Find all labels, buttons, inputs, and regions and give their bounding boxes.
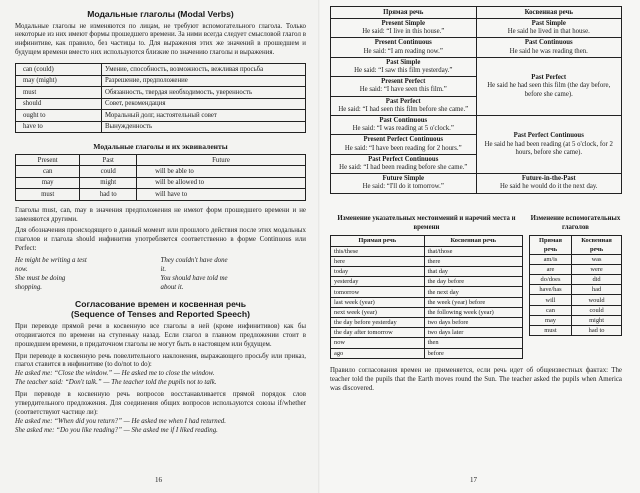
- table-cell: that/those: [424, 246, 522, 256]
- tense-name: Future Simple: [382, 175, 425, 183]
- tense-example: He said: “I was reading at 5 o'clock.”: [352, 125, 454, 133]
- table-row: [331, 116, 622, 135]
- direct-speech-cell: [331, 174, 477, 193]
- modal-meaning: Разрешение, предположение: [102, 75, 306, 87]
- pronoun-title: Изменение указательных местоимений и наречий места и времени: [337, 214, 516, 231]
- reported-speech-cell: [476, 116, 622, 174]
- table-cell: have/has: [529, 285, 571, 295]
- aux-title: Изменение вспомогательных глаголов: [530, 214, 621, 231]
- table-cell: do/does: [529, 275, 571, 285]
- modal-examples: [15, 257, 306, 293]
- table-row: [331, 307, 523, 317]
- table-row: [16, 98, 306, 110]
- table-row: [16, 110, 306, 122]
- header-reported-speech: Косвенная речь: [476, 7, 622, 19]
- example: She asked me: “Do you like reading?” — She asked me if I liked reading.: [15, 426, 218, 434]
- table-cell: last week (year): [331, 297, 425, 307]
- table-cell: there: [424, 256, 522, 266]
- example: He asked me: “When did you return?” — He asked me when I had returned.: [15, 417, 226, 425]
- table-row: [16, 87, 306, 99]
- header-reported: Косвенная речь: [424, 235, 522, 246]
- modal-meaning: Совет, рекомендация: [102, 98, 306, 110]
- example: He might be writing a test now.: [15, 257, 87, 274]
- table-row: [529, 315, 621, 325]
- tense-example: He said he lived in that house.: [507, 28, 590, 36]
- modal-meaning: Умение, способность, возможность, вежливая просьба: [102, 64, 306, 76]
- table-cell: were: [572, 264, 622, 274]
- tense-example: He said he was reading then.: [509, 47, 588, 55]
- table-row: [529, 264, 621, 274]
- tense-example: He said: “I saw this film yesterday.”: [354, 67, 453, 75]
- table-cell: might: [80, 177, 137, 189]
- table-cell: the day after tomorrow: [331, 328, 425, 338]
- example: He asked me: “Close the window.” — He asked me to close the window.: [15, 370, 215, 378]
- table-row: [331, 297, 523, 307]
- modal-verb: may (might): [16, 75, 102, 87]
- modal-meaning: Моральный долг, настоятельный совет: [102, 110, 306, 122]
- table-cell: the following week (year): [424, 307, 522, 317]
- equiv-title: Модальные глаголы и их эквиваленты: [93, 142, 228, 152]
- table-cell: will have to: [137, 189, 306, 201]
- table-cell: can: [16, 166, 80, 178]
- tense-example: He said: “I have seen this film.”: [359, 86, 447, 94]
- header-direct-speech: Прямая речь: [331, 7, 477, 19]
- table-row: [529, 285, 621, 295]
- tense-example: He said: “I am reading now.”: [363, 47, 443, 55]
- table-row: [331, 338, 523, 348]
- table-row: [16, 166, 306, 178]
- table-cell: ago: [331, 348, 425, 358]
- table-row: [331, 328, 523, 338]
- tense-example: He said he had seen this film (the day before, before she came).: [487, 82, 611, 98]
- reported-speech-cell: [476, 38, 622, 57]
- lower-tables: [330, 214, 622, 359]
- table-cell: next week (year): [331, 307, 425, 317]
- table-row: [331, 38, 622, 57]
- tense-name: Past Continuous: [379, 117, 428, 125]
- table-cell: was: [572, 254, 622, 264]
- table-cell: can: [529, 305, 571, 315]
- table-row: [331, 287, 523, 297]
- direct-speech-cell: [331, 154, 477, 173]
- table-cell: could: [572, 305, 622, 315]
- table-cell: had to: [80, 189, 137, 201]
- table-cell: must: [16, 189, 80, 201]
- tense-name: Present Perfect: [381, 78, 426, 86]
- header-present: Present: [16, 155, 80, 166]
- table-row: [16, 177, 306, 189]
- para-direct-speech: При переводе прямой речи в косвенную все глаголы в ней (кроме инфинитивов) как бы отодвигаются по времени на ступеньку назад. Если глагол в главном предложении стоит в прошедшем времени, в придаточном глаголы не могут быть в настоящем или будущем.: [15, 322, 306, 348]
- example: You should have told me about it.: [160, 274, 228, 291]
- table-cell: will be allowed to: [137, 177, 306, 189]
- table-cell: the week (year) before: [424, 297, 522, 307]
- reported-speech-cell: [476, 174, 622, 193]
- table-cell: now: [331, 338, 425, 348]
- table-cell: today: [331, 267, 425, 277]
- pronoun-section: [330, 214, 523, 359]
- table-row: [331, 267, 523, 277]
- table-row: [331, 348, 523, 358]
- table-row: [331, 246, 523, 256]
- header-direct: Прямая речь: [331, 235, 425, 246]
- pronoun-table: [330, 235, 523, 359]
- table-cell: could: [80, 166, 137, 178]
- table-row: [331, 57, 622, 76]
- tense-example: He said: “I'll do it tomorrow.”: [362, 183, 444, 191]
- aux-verbs-table: [529, 235, 622, 337]
- tense-example: He said: “I had seen this film before she came.”: [338, 105, 469, 113]
- table-row: [529, 295, 621, 305]
- tense-name: Present Simple: [381, 20, 425, 27]
- direct-speech-cell: [331, 57, 477, 76]
- example: They couldn't have done it.: [160, 257, 228, 274]
- note-continuous-perfect: Для обозначения происходящего в данный момент или прошлого действия после этих модальных глаголов и глагола should инфинитив употребляется соответственно в форме Continuous или Perfect:: [15, 227, 306, 253]
- modal-verb: can (could): [16, 64, 102, 76]
- page-number: 16: [155, 476, 162, 484]
- page-number: 17: [470, 476, 477, 484]
- tense-name: Past Perfect: [531, 74, 567, 82]
- table-row: [16, 189, 306, 201]
- example: She must be doing shopping.: [15, 274, 66, 291]
- right-page: [320, 0, 640, 493]
- table-cell: will: [529, 295, 571, 305]
- tense-name: Past Continuous: [524, 39, 573, 47]
- modal-meaning: Обязанность, твердая необходимость, уверенность: [102, 87, 306, 99]
- table-row: [529, 305, 621, 315]
- table-cell: will be able to: [137, 166, 306, 178]
- modal-verb: must: [16, 87, 102, 99]
- aux-section: [529, 214, 622, 359]
- tense-name: Past Simple: [386, 58, 421, 66]
- equivalents-table: [15, 154, 306, 201]
- reported-speech-cell: [476, 57, 622, 115]
- modal-meaning-table: [15, 63, 306, 133]
- direct-speech-cell: [331, 96, 477, 115]
- table-cell: may: [529, 315, 571, 325]
- table-row: [16, 75, 306, 87]
- sequence-title: Согласование времен и косвенная речь (Sequence of Tenses and Reported Speech): [71, 298, 250, 320]
- table-cell: then: [424, 338, 522, 348]
- table-cell: that day: [424, 267, 522, 277]
- table-row: [331, 19, 622, 38]
- direct-speech-cell: [331, 38, 477, 57]
- table-row: [16, 121, 306, 133]
- table-cell: the day before yesterday: [331, 317, 425, 327]
- table-cell: am/is: [529, 254, 571, 264]
- header-past: Past: [80, 155, 137, 166]
- table-cell: might: [572, 315, 622, 325]
- table-row: [16, 64, 306, 76]
- direct-speech-cell: [331, 116, 477, 135]
- table-cell: the next day: [424, 287, 522, 297]
- modal-intro: Модальные глаголы не изменяются по лицам, не требуют вспомогательного глагола. Только некоторые из них имеют формы прошедшего времени. За ними всегда следует смысловой глагол в инфинитиве, как правило, без частицы to. Для выражения этих же значений в прошедшем и будущем времени вместо них используются близкие по значению глаголы и выражения.: [15, 22, 306, 57]
- table-cell: would: [572, 295, 622, 305]
- table-row: [529, 275, 621, 285]
- table-row: [331, 317, 523, 327]
- tense-name: Past Perfect: [385, 97, 421, 105]
- table-row: [529, 254, 621, 264]
- direct-speech-cell: [331, 135, 477, 154]
- table-cell: before: [424, 348, 522, 358]
- table-row: [331, 256, 523, 266]
- modal-verb: ought to: [16, 110, 102, 122]
- para-imperative: При переводе в косвенную речь повелительного наклонения, выражающего просьбу или приказ, глагол ставится в инфинитиве (to do/not to do):: [15, 352, 306, 369]
- modal-meaning: Вынужденность: [102, 121, 306, 133]
- tense-name: Past Perfect Continuous: [368, 155, 439, 163]
- tense-name: Past Perfect Continuous: [513, 132, 584, 140]
- reported-speech-cell: [476, 19, 622, 38]
- header-future: Future: [137, 155, 306, 166]
- table-cell: yesterday: [331, 277, 425, 287]
- table-cell: must: [529, 325, 571, 335]
- note-assumption: Глаголы must, can, may в значения предположения не имеют форм прошедшего времени и не заменяются другими.: [15, 206, 306, 223]
- tense-name: Future-in-the-Past: [521, 175, 576, 183]
- modal-verb: have to: [16, 121, 102, 133]
- tense-example: He said: “I had been reading before she came.”: [339, 164, 468, 172]
- tense-example: He said he would do it the next day.: [499, 183, 598, 191]
- direct-speech-cell: [331, 77, 477, 96]
- table-cell: this/these: [331, 246, 425, 256]
- table-row: [331, 174, 622, 193]
- table-row: [331, 277, 523, 287]
- example: The teacher said: “Don't talk.” — The teacher told the pupils not to talk.: [15, 379, 217, 387]
- modal-verb: should: [16, 98, 102, 110]
- tense-example: He said he had been reading (at 5 o'clock, for 2 hours, before she came).: [484, 140, 613, 156]
- table-cell: did: [572, 275, 622, 285]
- tense-example: He said: “I live in this house.”: [362, 28, 445, 36]
- para-questions: При переводе в косвенную речь вопросов восстанавливается прямой порядок слов утвердительного предложения. Для соединения общих вопросов используются союзы if/whether (соответствуют частице ли):: [15, 391, 306, 416]
- header-reported: Косвенная речь: [572, 235, 622, 254]
- modal-verbs-title: Модальные глаголы (Modal Verbs): [87, 9, 234, 19]
- tense-name: Present Continuous: [374, 39, 432, 47]
- table-cell: two days later: [424, 328, 522, 338]
- table-row: [529, 325, 621, 335]
- header-direct: Прямая речь: [529, 235, 571, 254]
- table-cell: had to: [572, 325, 622, 335]
- table-cell: are: [529, 264, 571, 274]
- direct-speech-cell: [331, 19, 477, 38]
- table-cell: the day before: [424, 277, 522, 287]
- table-cell: may: [16, 177, 80, 189]
- tense-example: He said: “I have been reading for 2 hours.”: [344, 144, 462, 152]
- tense-name: Past Simple: [531, 20, 566, 27]
- table-cell: had: [572, 285, 622, 295]
- table-cell: two days before: [424, 317, 522, 327]
- tense-shift-table: [330, 6, 622, 194]
- table-cell: tomorrow: [331, 287, 425, 297]
- final-note: Правило согласования времен не применяется, если речь идет об общеизвестных фактах: The teacher told the pupils that the Earth moves round the Sun. The teacher asked the pupils when America was discovered.: [330, 366, 622, 392]
- table-cell: here: [331, 256, 425, 266]
- tense-name: Present Perfect Continuous: [363, 136, 444, 144]
